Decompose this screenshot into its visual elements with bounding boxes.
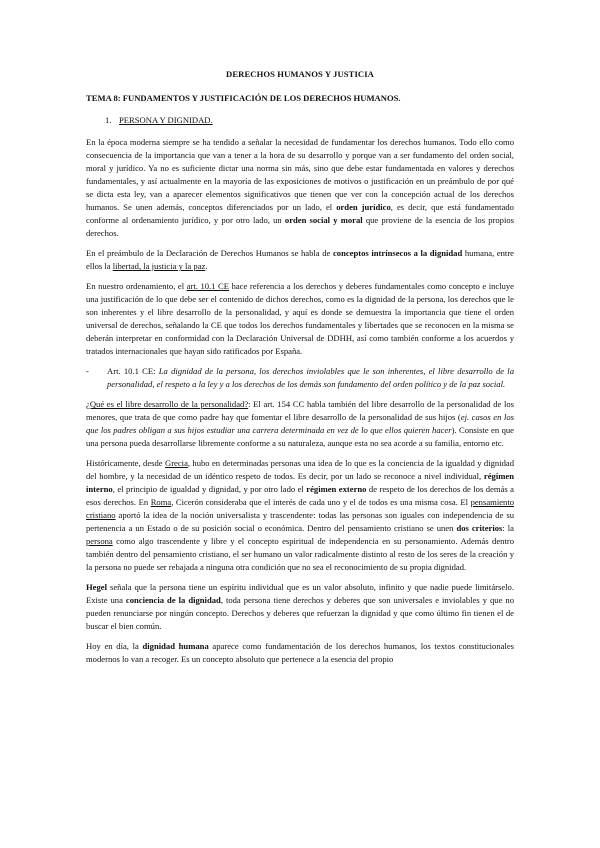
p5-text-h: como algo trascendente y libre y el concepto espiritual de independencia en su personamiento. Además dentro también dentro del pensamiento cristiano, el ser humano un valor radicalmente distinto al resto de los seres de la creación y la persona no puede ser rebajada a ninguna otra condición que no sea el reconocimiento de su propia dignidad. [86, 536, 514, 572]
p2-text-a: En el preámbulo de la Declaración de Derechos Humanos se habla de [86, 248, 333, 258]
p5-text-f: aportó la idea de la noción universalista y trascendente: todas las personas son iguales con independencia de su pertenencia a un Estado o de su posición social o económica. Dentro del pensamiento cristiano se unen [86, 510, 514, 533]
p7-text-c: aparece como fundamentación de los derechos humanos, los textos constitucionales modernos lo van a recoger. Es un concepto absoluto que pertenece a la esencia del propio [86, 641, 515, 664]
p5-underline-pensamiento: pensamiento cristiano [86, 497, 514, 520]
p5-underline-roma: Roma [150, 497, 172, 507]
p4-italic-example: ej. casos en los que los padres obligan a sus hijos estudiar una carrera determinada en vez de lo que ellos quieren hacer [86, 412, 514, 435]
p5-text-g: : la [502, 523, 514, 533]
section-number: 1. [105, 115, 112, 125]
p1-text-a: En la época moderna siempre se ha tendido a señalar la necesidad de fundamentar los derechos humanos. Todo ello como consecuencia de la importancia que van a tener a la hora de su desarrollo y porque van a ser fundamento del orden social, moral y jurídico. Ya no es suficiente dictar una norma sin más, sino que debe estar fundamentada en valores y derechos fundamentales, y así actualmente en la mayoría de las exposiciones de motivos o justificación en un preámbulo de por qué se dicta esta ley, van a aparecer elementos significativos que tienen que ver con la concepción actual de los derechos humanos. Se unen además, conceptos diferenciados por un lado, el [86, 137, 514, 212]
section-label: PERSONA Y DIGNIDAD. [119, 115, 213, 125]
p1-bold-orden-social: orden social y moral [284, 215, 363, 225]
document-title: DERECHOS HUMANOS Y JUSTICIA [226, 69, 374, 79]
p4-underline-question: ¿Qué es el libre desarrollo de la personalidad? [86, 399, 249, 409]
p1-text-d: que proviene de la esencia de los propios derechos. [86, 215, 514, 238]
p6-bold-conciencia: conciencia de la dignidad [125, 595, 221, 605]
p2-bold: conceptos intrínsecos a la dignidad [332, 248, 463, 258]
paragraph-2 [86, 247, 514, 273]
p4-text-b: ). Consiste en que una persona pueda desarrollarse libremente conforme a su naturaleza, aunque esta no sea acorde a su familia, entorno etc. [86, 425, 514, 448]
quote-label: Art. 10.1 CE: [107, 366, 159, 376]
p6-bold-hegel: Hegel [86, 582, 107, 592]
p5-text-e: , Cicerón consideraba que el interés de cada uno y el de todos es una misma cosa. El [171, 497, 471, 507]
p2-text-d: . [205, 261, 208, 271]
paragraph-1 [86, 136, 514, 240]
p7-text-a: Hoy en día, la [86, 641, 143, 651]
quote-italic: La dignidad de la persona, los derechos inviolables que le son inherentes, el libre desarrollo de la personalidad, el respeto a la ley y a los derechos de los demás son fundamento del orden político y de la paz social. [107, 366, 514, 389]
quote-dash: - [86, 366, 89, 376]
p3-underline-art: art. 10.1 CE [186, 281, 230, 291]
paragraph-4 [86, 398, 514, 450]
paragraph-6 [86, 581, 514, 633]
p5-bold-regimen-externo: régimen externo [306, 484, 367, 494]
p5-bold-criterios: dos criterios [456, 523, 503, 533]
document-page [86, 68, 514, 673]
p3-text-b: hace referencia a los derechos y deberes fundamentales como concepto e incluye una justificación de lo que debe ser el contenido de dichos derechos, como es la dignidad de la persona, los derechos que le son inherentes y el libre desarrollo de la personalidad, y aquí es donde se demuestra la importancia que tiene el orden universal de derechos, señalando la CE que todos los derechos fundamentales y libertades que se reconocen en la misma se deberán interpretar en conformidad con la Declaración Universal de DDHH, así como también conforme a los acuerdos y tratados internacionales que hayan sido ratificados por España. [86, 281, 514, 356]
p5-text-b: , hubo en determinadas personas una idea de lo que es la conciencia de la igualdad y dignidad del hombre, y la necesidad de un idéntico respeto de todos. Es decir, por un lado se reconoce a nivel individual, [86, 458, 514, 481]
section-heading [105, 114, 514, 127]
p5-underline-grecia: Grecia [164, 458, 188, 468]
paragraph-7 [86, 640, 514, 666]
p7-bold-dignidad: dignidad humana [142, 641, 209, 651]
p5-bold-regimen-interno: régimen interno [86, 471, 514, 494]
p2-underline: libertad, la justicia y la paz [112, 261, 206, 271]
quote-art-10-1 [86, 365, 514, 391]
topic-heading: TEMA 8: FUNDAMENTOS Y JUSTIFICACIÓN DE LOS DERECHOS HUMANOS. [86, 93, 401, 103]
p5-text-a: Históricamente, desde [86, 458, 165, 468]
paragraph-3 [86, 280, 514, 358]
p6-text-a: señala que la persona tiene un espíritu individual que es un valor absoluto, infinito y que nadie puede limitárselo. Existe una [86, 582, 514, 605]
p2-text-c: humana, entre ellos la [86, 248, 514, 271]
p5-underline-persona: persona [86, 536, 113, 546]
p3-text-a: En nuestro ordenamiento, el [86, 281, 187, 291]
p1-bold-orden-juridico: orden jurídico [336, 202, 391, 212]
p4-text-a: : El art. 154 CC habla también del libre desarrollo de la personalidad de los menores, que trata de que como padre hay que fomentar el libre desarrollo de la personalidad de sus hijos ( [86, 399, 514, 422]
p5-text-c: , el principio de igualdad y dignidad, y por otro lado el [112, 484, 307, 494]
p6-text-c: , toda persona tiene derechos y deberes que son universales e inviolables y que no pueden renunciarse por ningún concepto. Derechos y deberes que refuerzan la dignidad y que como último fin tienen el de buscar el bien común. [86, 595, 514, 631]
p1-text-c: , es decir, que está fundamentado conforme al ordenamiento jurídico, y por otro lado, un [86, 202, 514, 225]
paragraph-5 [86, 457, 514, 574]
p5-text-d: de respeto de los derechos de los demás a esos derechos. En [86, 484, 514, 507]
